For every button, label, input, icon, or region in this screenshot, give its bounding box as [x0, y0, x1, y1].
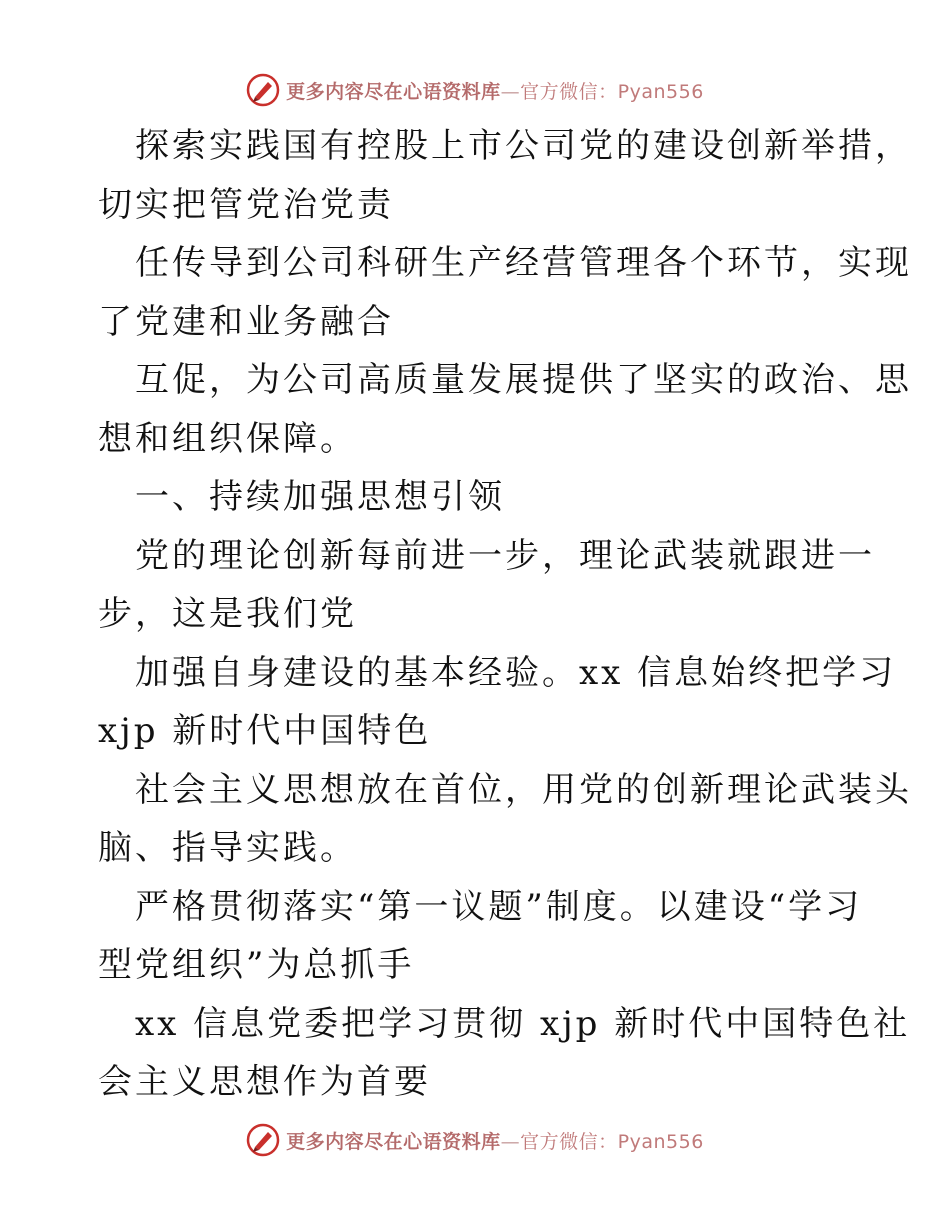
text-line: 社会主义思想放在首位，用党的创新理论武装头 [135, 769, 912, 810]
section-heading: 一、持续加强思想引领 [135, 477, 505, 517]
text-line: xjp 新时代中国特色 [98, 711, 432, 751]
header-banner-title: 更多内容尽在心语资料库 [286, 80, 501, 103]
text-line: 了党建和业务融合 [98, 301, 394, 342]
text-line: 加强自身建设的基本经验。xx 信息始终把学习 [135, 652, 897, 693]
header-banner-contact: 官方微信：Pyan556 [520, 80, 704, 103]
text-line: 探索实践国有控股上市公司党的建设创新举措， [135, 126, 912, 166]
text-line: 党的理论创新每前进一步，理论武装就跟进一 [135, 535, 875, 576]
text-line: 想和组织保障。 [98, 418, 357, 459]
text-line: 会主义思想作为首要 [98, 1062, 431, 1102]
text-line: 任传导到公司科研生产经营管理各个环节，实现 [135, 243, 912, 283]
footer-banner-contact: 官方微信：Pyan556 [520, 1130, 704, 1153]
header-banner-dash: — [500, 80, 521, 103]
document-body [98, 117, 912, 1112]
text-line: 互促，为公司高质量发展提供了坚实的政治、思 [135, 360, 912, 400]
text-line: 型党组织”为总抓手 [98, 945, 415, 985]
text-line: 切实把管党治党责 [98, 184, 394, 225]
footer-banner-text [286, 1127, 704, 1154]
header-banner [0, 70, 950, 110]
pen-logo-icon [246, 73, 280, 107]
footer-banner [0, 1120, 950, 1160]
footer-banner-title: 更多内容尽在心语资料库 [286, 1130, 501, 1153]
text-line: 步，这是我们党 [98, 594, 357, 634]
text-line: 严格贯彻落实“第一议题”制度。以建设“学习 [135, 886, 863, 927]
pen-logo-icon [246, 1123, 280, 1157]
text-line: 脑、指导实践。 [98, 828, 357, 868]
footer-banner-dash: — [500, 1130, 521, 1153]
text-line: xx 信息党委把学习贯彻 xjp 新时代中国特色社 [135, 1003, 911, 1044]
header-banner-text [286, 77, 704, 104]
